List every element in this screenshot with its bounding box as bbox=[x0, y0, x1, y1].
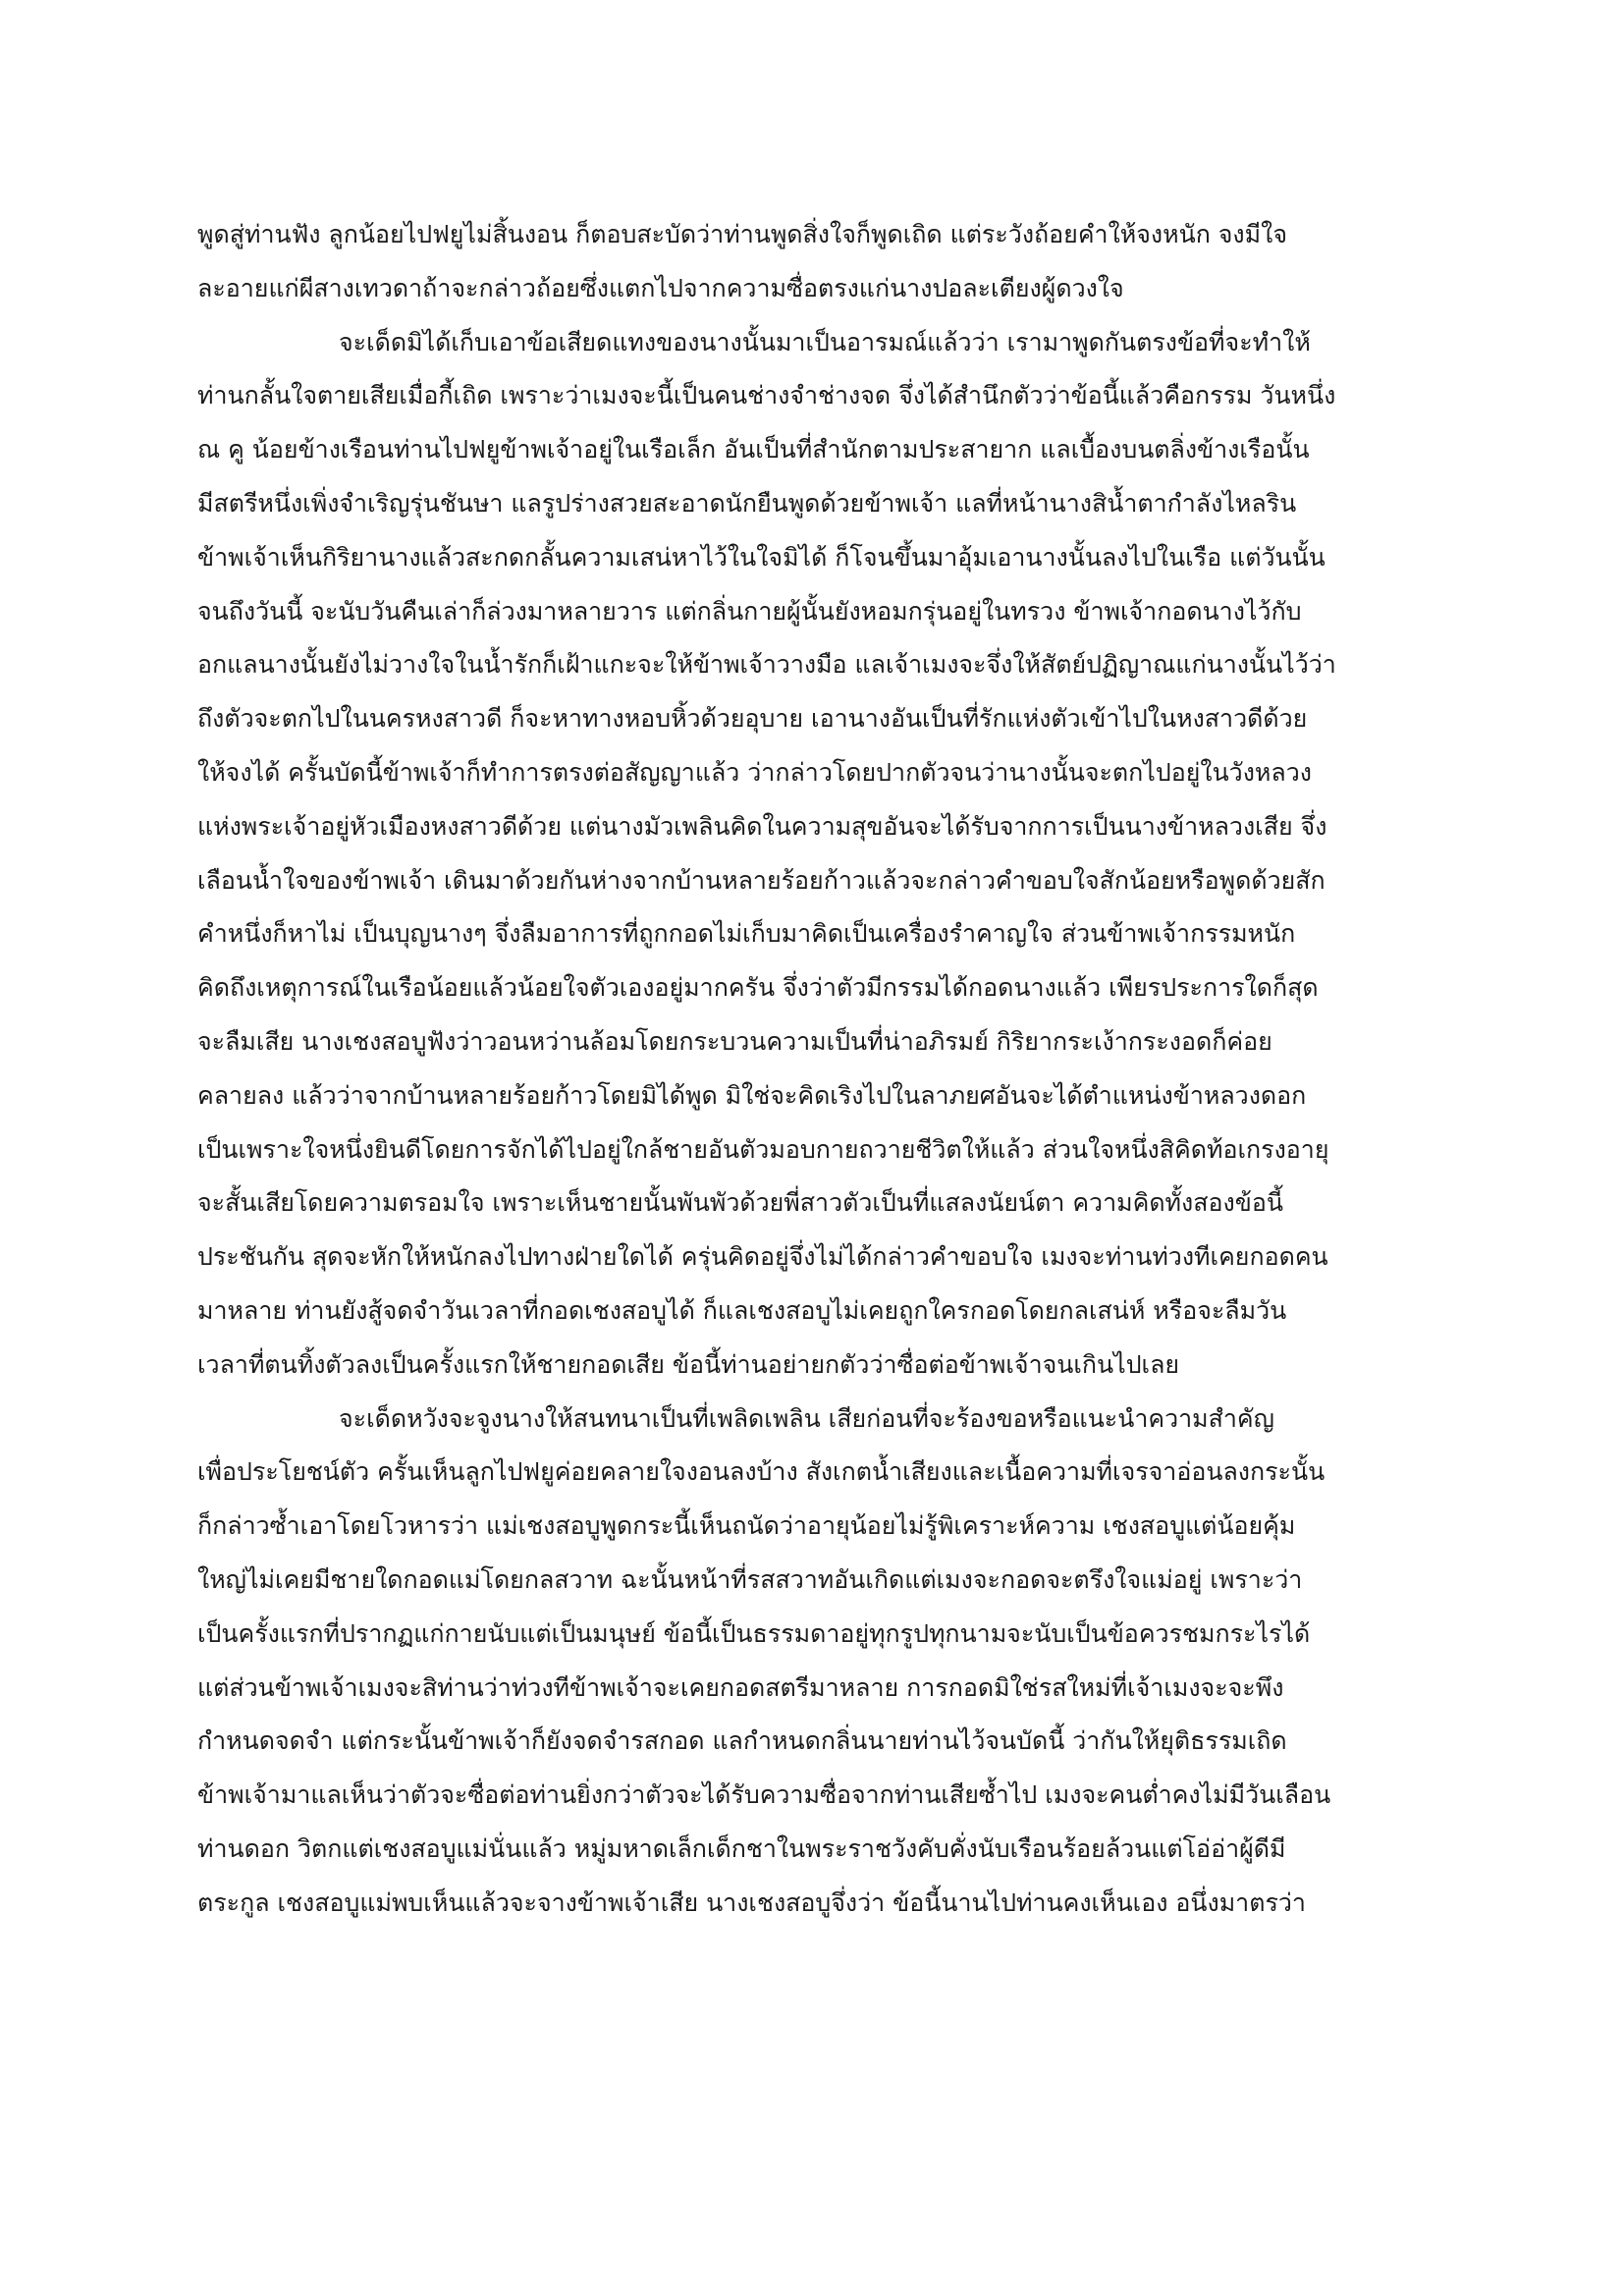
text-line: ข้าพเจ้ามาแลเห็นว่าตัวจะซื่อต่อท่านยิ่งกว่าตัวจะได้รับความซื่อจากท่านเสียซ้ำไป เมงจะคนต่ำคงไม่มีวันเลือน bbox=[197, 1780, 1331, 1810]
paragraph-1 bbox=[197, 208, 1436, 316]
text-line: กำหนดจดจำ แต่กระนั้นข้าพเจ้าก็ยังจดจำรสกอด แลกำหนดกลิ่นนายท่านไว้จนบัดนี้ ว่ากันให้ยุติธรรมเถิด bbox=[197, 1726, 1287, 1756]
text-line: ให้จงได้ ครั้นบัดนี้ข้าพเจ้าก็ทำการตรงต่อสัญญาแล้ว ว่ากล่าวโดยปากตัวจนว่านางนั้นจะตกไปอยู่ในวังหลวง bbox=[197, 757, 1312, 787]
document-body bbox=[197, 208, 1436, 1931]
text-line: ใหญ่ไม่เคยมีชายใดกอดแม่โดยกลสวาท ฉะนั้นหน้าที่รสสวาทอันเกิดแต่เมงจะกอดจะตรึงใจแม่อยู่ เพราะว่า bbox=[197, 1564, 1303, 1594]
text-line: เลือนน้ำใจของข้าพเจ้า เดินมาด้วยกันห่างจากบ้านหลายร้อยก้าวแล้วจะกล่าวคำขอบใจสักน้อยหรือพูดด้วยสัก bbox=[197, 865, 1325, 895]
text-line: อกแลนางนั้นยังไม่วางใจในน้ำรักก็เฝ้าแกะจะให้ข้าพเจ้าวางมือ แลเจ้าเมงจะจึ่งให้สัตย์ปฏิญาณแก่นางนั้นไว้ว่า bbox=[197, 650, 1336, 680]
text-line: ข้าพเจ้าเห็นกิริยานางแล้วสะกดกลั้นความเสน่หาไว้ในใจมิได้ ก็โจนขึ้นมาอุ้มเอานางนั้นลงไปในเรือ แต่วันนั้น bbox=[197, 542, 1325, 572]
text-line: เป็นครั้งแรกที่ปรากฏแก่กายนับแต่เป็นมนุษย์ ข้อนี้เป็นธรรมดาอยู่ทุกรูปทุกนามจะนับเป็นข้อควรชมกระไรได้ bbox=[197, 1618, 1311, 1648]
text-line: คำหนึ่งก็หาไม่ เป็นบุญนางๆ จึ่งลืมอาการที่ถูกกอดไม่เก็บมาคิดเป็นเครื่องรำคาญใจ ส่วนข้าพเจ้ากรรมหนัก bbox=[197, 919, 1296, 949]
text-line: จะสั้นเสียโดยความตรอมใจ เพราะเห็นชายนั้นพันพัวด้วยพี่สาวตัวเป็นที่แสลงนัยน์ตา ความคิดทั้งสองข้อนี้ bbox=[197, 1188, 1283, 1218]
paragraph-2 bbox=[197, 316, 1436, 1393]
text-line: พูดสู่ท่านฟัง ลูกน้อยไปฟยูไม่สิ้นงอน ก็ตอบสะบัดว่าท่านพูดสิ่งใจก็พูดเถิด แต่ระวังถ้อยคำให้จงหนัก จงมีใจ bbox=[197, 220, 1287, 248]
text-line: จนถึงวันนี้ จะนับวันคืนเล่าก็ล่วงมาหลายวาร แต่กลิ่นกายผู้นั้นยังหอมกรุ่นอยู่ในทรวง ข้าพเจ้ากอดนางไว้กับ bbox=[197, 596, 1302, 626]
text-line: เป็นเพราะใจหนึ่งยินดีโดยการจักได้ไปอยู่ใกล้ชายอันตัวมอบกายถวายชีวิตให้แล้ว ส่วนใจหนึ่งสิคิดท้อเกรงอายุ bbox=[197, 1134, 1329, 1164]
text-line: จะเด็ดมิได้เก็บเอาข้อเสียดแทงของนางนั้นมาเป็นอารมณ์แล้วว่า เรามาพูดกันตรงข้อที่จะทำให้ bbox=[339, 327, 1311, 356]
text-line: ตระกูล เชงสอบูแม่พบเห็นแล้วจะจางข้าพเจ้าเสีย นางเชงสอบูจึ่งว่า ข้อนี้นานไปท่านคงเห็นเอง อนึ่งมาตรว่า bbox=[197, 1887, 1306, 1917]
text-line: มาหลาย ท่านยังสู้จดจำวันเวลาที่กอดเชงสอบูได้ ก็แลเชงสอบูไม่เคยถูกใครกอดโดยกลเสน่ห์ หรือจะลืมวัน bbox=[197, 1295, 1287, 1325]
text-line: ท่านกลั้นใจตายเสียเมื่อกี้เถิด เพราะว่าเมงจะนี้เป็นคนช่างจำช่างจด จึ่งได้สำนึกตัวว่าข้อนี้แล้วคือกรรม วันหนึ่ง bbox=[197, 381, 1336, 410]
text-line: ถึงตัวจะตกไปในนครหงสาวดี ก็จะหาทางหอบหิ้วด้วยอุบาย เอานางอันเป็นที่รักแห่งตัวเข้าไปในหงสาวดีด้วย bbox=[197, 704, 1308, 734]
text-line: แต่ส่วนข้าพเจ้าเมงจะสิท่านว่าท่วงทีข้าพเจ้าจะเคยกอดสตรีมาหลาย การกอดมิใช่รสใหม่ที่เจ้าเมงจะจะพึง bbox=[197, 1672, 1284, 1702]
text-line: ละอายแก่ผีสางเทวดาถ้าจะกล่าวถ้อยซึ่งแตกไปจากความซื่อตรงแก่นางปอละเตียงผู้ดวงใจ bbox=[197, 273, 1124, 302]
text-line: คิดถึงเหตุการณ์ในเรือน้อยแล้วน้อยใจตัวเองอยู่มากครัน จึ่งว่าตัวมีกรรมได้กอดนางแล้ว เพียรประการใดก็สุด bbox=[197, 973, 1319, 1003]
text-line: ณ คู น้อยข้างเรือนท่านไปฟยูข้าพเจ้าอยู่ในเรือเล็ก อันเป็นที่สำนักตามประสายาก แลเบื้องบนตลิ่งข้างเรือนั้น bbox=[197, 435, 1310, 465]
text-line: คลายลง แล้วว่าจากบ้านหลายร้อยก้าวโดยมิได้พูด มิใช่จะคิดเริงไปในลาภยศอันจะได้ตำแหน่งข้าหลวงดอก bbox=[197, 1080, 1307, 1110]
text-line: จะเด็ดหวังจะจูงนางให้สนทนาเป็นที่เพลิดเพลิน เสียก่อนที่จะร้องขอหรือแนะนำความสำคัญ bbox=[339, 1403, 1274, 1433]
text-line: เพื่อประโยชน์ตัว ครั้นเห็นลูกไปฟยูค่อยคลายใจงอนลงบ้าง สังเกตน้ำเสียงและเนื้อความที่เจรจาอ่อนลงกระนั้น bbox=[197, 1457, 1325, 1487]
text-line: ก็กล่าวซ้ำเอาโดยโวหารว่า แม่เชงสอบูพูดกระนี้เห็นถนัดว่าอายุน้อยไม่รู้พิเคราะห์ความ เชงสอบูแต่น้อยคุ้ม bbox=[197, 1511, 1296, 1541]
text-line: มีสตรีหนึ่งเพิ่งจำเริญรุ่นชันษา แลรูปร่างสวยสะอาดนักยืนพูดด้วยข้าพเจ้า แลที่หน้านางสิน้ำตากำลังไหลริน bbox=[197, 488, 1297, 518]
paragraph-3 bbox=[197, 1393, 1436, 1931]
text-line: แห่งพระเจ้าอยู่หัวเมืองหงสาวดีด้วย แต่นางมัวเพลินคิดในความสุขอันจะได้รับจากการเป็นนางข้าหลวงเสีย จึ่ง bbox=[197, 811, 1327, 841]
text-line: จะลืมเสีย นางเชงสอบูฟังว่าวอนหว่านล้อมโดยกระบวนความเป็นที่น่าอภิรมย์ กิริยากระเง้ากระงอดก็ค่อย bbox=[197, 1026, 1272, 1056]
text-line: ประชันกัน สุดจะหักให้หนักลงไปทางฝ่ายใดได้ ครุ่นคิดอยู่จึ่งไม่ได้กล่าวคำขอบใจ เมงจะท่านท่วงทีเคยกอดคน bbox=[197, 1242, 1328, 1272]
text-line: เวลาที่ตนทิ้งตัวลงเป็นครั้งแรกให้ชายกอดเสีย ข้อนี้ท่านอย่ายกตัวว่าซื่อต่อข้าพเจ้าจนเกินไปเลย bbox=[197, 1349, 1180, 1379]
text-line: ท่านดอก วิตกแต่เชงสอบูแม่นั่นแล้ว หมู่มหาดเล็กเด็กชาในพระราชวังคับคั่งนับเรือนร้อยล้วนแต่โอ่อ่าผู้ดีมี bbox=[197, 1833, 1286, 1863]
